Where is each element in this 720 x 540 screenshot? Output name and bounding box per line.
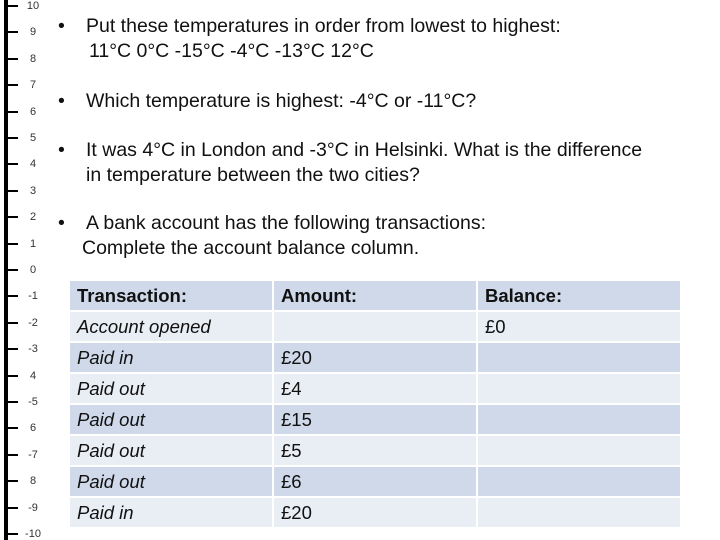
amount-cell: £20	[274, 498, 476, 527]
balance-cell[interactable]	[478, 374, 680, 403]
number-line-tick	[8, 111, 18, 113]
balance-cell[interactable]	[478, 343, 680, 372]
amount-cell: £6	[274, 467, 476, 496]
number-line-label: 5	[29, 132, 37, 144]
number-line-label: 6	[29, 422, 37, 435]
number-line-tick	[8, 31, 18, 33]
question-text: in temperature between the two cities?	[86, 164, 420, 186]
balance-cell[interactable]	[478, 498, 680, 527]
question-text: It was 4°C in London and -3°C in Helsinki. What is the difference	[86, 139, 643, 161]
balance-cell[interactable]	[478, 405, 680, 434]
question-text: Put these temperatures in order from lowest to highest:	[86, 15, 561, 37]
bullet: •	[58, 15, 65, 37]
transaction-cell: Paid in	[70, 498, 272, 527]
transaction-cell: Paid out	[70, 467, 272, 496]
transactions-table	[68, 279, 682, 529]
amount-cell: £20	[274, 343, 476, 372]
table-row	[70, 312, 680, 341]
question-text: Which temperature is highest: -4°C or -11°C?	[86, 90, 477, 112]
number-line-label: 10	[26, 0, 40, 12]
number-line-tick	[8, 269, 18, 271]
number-line-label: -1	[28, 290, 38, 303]
number-line-label: -9	[28, 501, 38, 514]
number-line-tick	[8, 454, 18, 456]
number-line-label: 3	[29, 184, 37, 197]
transaction-cell: Paid out	[70, 405, 272, 434]
question-bank	[58, 211, 486, 261]
number-line-tick	[8, 348, 18, 350]
table-row	[70, 374, 680, 403]
number-line-tick	[8, 322, 18, 324]
balance-cell[interactable]	[478, 436, 680, 465]
number-line-tick	[8, 507, 18, 509]
transaction-cell: Paid in	[70, 343, 272, 372]
number-line-tick	[8, 533, 18, 535]
number-line-tick	[8, 137, 18, 139]
number-line-tick	[8, 5, 18, 7]
question-difference	[58, 138, 642, 188]
table-row	[70, 467, 680, 496]
number-line-label: -5	[28, 396, 38, 408]
number-line-tick	[8, 295, 18, 297]
table-row	[70, 498, 680, 527]
number-line-label: 8	[29, 475, 37, 488]
amount-cell: £4	[274, 374, 476, 403]
number-line-tick	[8, 375, 18, 377]
question-text: Complete the account balance column.	[82, 237, 420, 259]
number-line-tick	[8, 216, 18, 218]
number-line-label: 7	[29, 79, 37, 92]
number-line-tick	[8, 243, 18, 245]
number-line-tick	[8, 163, 18, 165]
number-line-label: 8	[29, 52, 37, 65]
table-row	[70, 405, 680, 434]
transaction-cell: Paid out	[70, 374, 272, 403]
header-transaction: Transaction:	[70, 281, 272, 310]
number-line-label: 2	[29, 211, 37, 224]
amount-cell	[274, 312, 476, 341]
number-line-label: -2	[28, 316, 38, 329]
number-line-label: -7	[28, 448, 38, 461]
question-text: 11°C 0°C -15°C -4°C -13°C 12°C	[89, 40, 374, 62]
bullet: •	[58, 212, 65, 234]
bullet: •	[58, 90, 65, 112]
balance-cell[interactable]: £0	[478, 312, 680, 341]
number-line-tick	[8, 190, 18, 192]
number-line-label: 0	[29, 264, 37, 276]
number-line-label: -10	[25, 528, 41, 540]
transaction-cell: Paid out	[70, 436, 272, 465]
number-line-tick	[8, 401, 18, 403]
question-highest	[58, 89, 476, 114]
number-line-label: 6	[29, 105, 37, 118]
bullet: •	[58, 139, 65, 161]
number-line-tick	[8, 480, 18, 482]
header-balance: Balance:	[478, 281, 680, 310]
number-line-label: -3	[28, 343, 38, 356]
table-row	[70, 436, 680, 465]
header-amount: Amount:	[274, 281, 476, 310]
table-row	[70, 343, 680, 372]
amount-cell: £15	[274, 405, 476, 434]
number-line-label: 4	[29, 369, 37, 382]
number-line-label: 1	[29, 237, 37, 250]
number-line-tick	[8, 58, 18, 60]
amount-cell: £5	[274, 436, 476, 465]
question-order	[58, 14, 561, 64]
balance-cell[interactable]	[478, 467, 680, 496]
transaction-cell: Account opened	[70, 312, 272, 341]
table-header-row	[70, 281, 680, 310]
number-line-tick	[8, 84, 18, 86]
number-line-tick	[8, 427, 18, 429]
question-text: A bank account has the following transactions:	[86, 212, 486, 234]
number-line-label: 4	[29, 158, 37, 171]
number-line-label: 9	[29, 26, 37, 39]
